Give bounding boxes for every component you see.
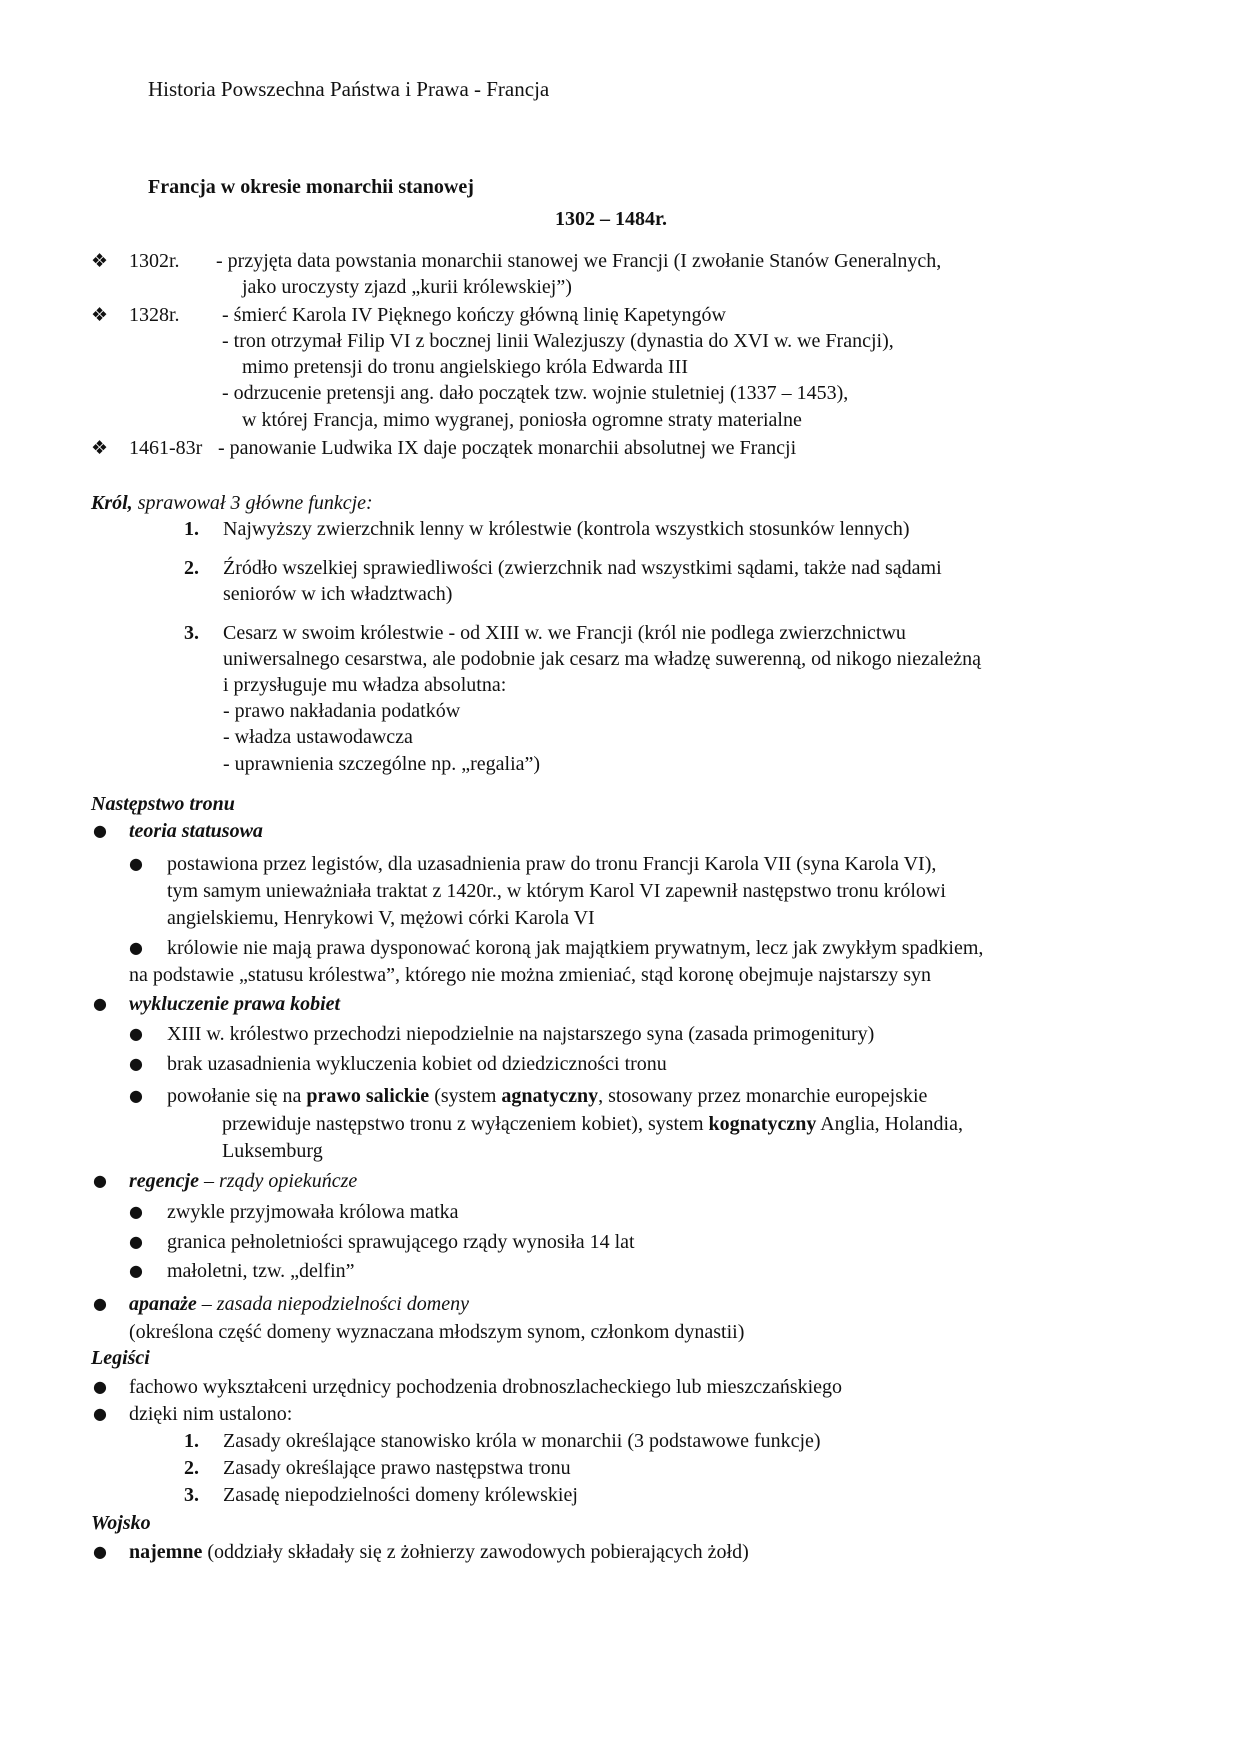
text-run: (oddziały składały się z żołnierzy zawodowych pobierających żołd) xyxy=(202,1541,749,1563)
list-item: królowie nie mają prawa dysponować koroną jak majątkiem prywatnym, lecz jak zwykłym spadkiem, xyxy=(167,937,984,959)
list-number: 2. xyxy=(184,1457,199,1479)
function-text: Cesarz w swoim królestwie - od XIII w. we Francji (król nie podlega zwierzchnictwu xyxy=(223,622,906,644)
list-item: na podstawie „statusu królestwa”, którego nie można zmieniać, stąd koronę obejmuje najstarszy syn xyxy=(129,964,931,986)
diamond-bullet-icon: ❖ xyxy=(91,250,109,272)
list-item: małoletni, tzw. „delfin” xyxy=(167,1260,355,1282)
bullet-icon: ● xyxy=(93,1377,107,1396)
bullet-icon: ● xyxy=(93,821,107,840)
event-text: - odrzucenie pretensji ang. dało początek tzw. wojnie stuletniej (1337 – 1453), xyxy=(222,382,849,404)
event-date: 1461-83r xyxy=(129,437,203,459)
event-text: jako uroczysty zjazd „kurii królewskiej”) xyxy=(242,276,572,298)
bold-term: kognatyczny xyxy=(708,1113,817,1135)
list-item: Luksemburg xyxy=(222,1140,323,1162)
subheading xyxy=(129,1291,469,1317)
text-run: Anglia, Holandia, xyxy=(816,1113,963,1135)
list-number: 3. xyxy=(184,1484,199,1506)
bullet-icon: ● xyxy=(129,1202,143,1221)
legisci-heading: Legiści xyxy=(91,1347,150,1369)
event-text: - przyjęta data powstania monarchii stanowej we Francji (I zwołanie Stanów Generalnych, xyxy=(216,250,942,272)
bullet-icon: ● xyxy=(93,1542,107,1561)
list-item: dzięki nim ustalono: xyxy=(129,1403,293,1425)
diamond-bullet-icon: ❖ xyxy=(91,304,109,326)
list-item: angielskiemu, Henrykowi V, mężowi córki Karola VI xyxy=(167,907,595,929)
bold-term: najemne xyxy=(129,1541,203,1563)
bullet-icon: ● xyxy=(129,1232,143,1251)
function-text: i przysługuje mu władza absolutna: xyxy=(223,674,507,696)
list-item: tym samym unieważniała traktat z 1420r., w którym Karol VI zapewnił następstwo tronu królowi xyxy=(167,880,946,902)
text-run: , stosowany przez monarchie europejskie xyxy=(598,1085,928,1107)
function-text: Najwyższy zwierzchnik lenny w królestwie (kontrola wszystkich stosunków lennych) xyxy=(223,518,910,540)
text-run: – rządy opiekuńcze xyxy=(198,1170,358,1192)
krol-heading-bold: Król, xyxy=(91,492,133,514)
text-run: przewiduje następstwo tronu z wyłączeniem kobiet), system xyxy=(222,1113,709,1135)
event-date: 1328r. xyxy=(129,304,180,326)
function-text: seniorów w ich władztwach) xyxy=(223,583,453,605)
list-item: fachowo wykształceni urzędnicy pochodzenia drobnoszlacheckiego lub mieszczańskiego xyxy=(129,1376,843,1398)
bullet-icon: ● xyxy=(93,1404,107,1423)
section-title: Francja w okresie monarchii stanowej xyxy=(148,176,474,198)
bold-term: prawo salickie xyxy=(306,1085,430,1107)
event-text: mimo pretensji do tronu angielskiego króla Edwarda III xyxy=(242,356,688,378)
bullet-icon: ● xyxy=(129,1086,143,1105)
list-item: Zasadę niepodzielności domeny królewskiej xyxy=(223,1484,578,1506)
list-item: postawiona przez legistów, dla uzasadnienia praw do tronu Francji Karola VII (syna Karola VI), xyxy=(167,853,937,875)
list-item: (określona część domeny wyznaczana młodszym synom, członkom dynastii) xyxy=(129,1321,745,1343)
bullet-icon: ● xyxy=(129,854,143,873)
event-text: - tron otrzymał Filip VI z bocznej linii Walezjuszy (dynastia do XVI w. we Francji), xyxy=(222,330,894,352)
function-text: - uprawnienia szczególne np. „regalia”) xyxy=(223,753,541,775)
wojsko-heading: Wojsko xyxy=(91,1512,151,1534)
bullet-icon: ● xyxy=(129,1024,143,1043)
list-item: Zasady określające stanowisko króla w monarchii (3 podstawowe funkcje) xyxy=(223,1430,821,1452)
function-text: - prawo nakładania podatków xyxy=(223,700,461,722)
document-header: Historia Powszechna Państwa i Prawa - Francja xyxy=(148,77,550,101)
list-number: 1. xyxy=(184,518,199,540)
text-run: – zasada niepodzielności domeny xyxy=(196,1293,469,1315)
bullet-icon: ● xyxy=(129,1261,143,1280)
bold-term: regencje xyxy=(129,1170,199,1192)
krol-heading-rest: sprawował 3 główne funkcje: xyxy=(132,492,373,514)
event-date: 1302r. xyxy=(129,250,180,272)
event-text: - śmierć Karola IV Pięknego kończy główną linię Kapetyngów xyxy=(222,304,726,326)
subheading: wykluczenie prawa kobiet xyxy=(129,993,341,1015)
diamond-bullet-icon: ❖ xyxy=(91,437,109,459)
list-item xyxy=(129,1539,749,1565)
event-text: - panowanie Ludwika IX daje początek monarchii absolutnej we Francji xyxy=(218,437,797,459)
list-number: 3. xyxy=(184,622,199,644)
nastepstwo-heading: Następstwo tronu xyxy=(91,793,235,815)
list-item: Zasady określające prawo następstwa tronu xyxy=(223,1457,571,1479)
list-item: XIII w. królestwo przechodzi niepodzielnie na najstarszego syna (zasada primogenitury) xyxy=(167,1023,875,1045)
bullet-icon: ● xyxy=(129,1054,143,1073)
subheading xyxy=(129,1168,357,1194)
event-text: w której Francja, mimo wygranej, poniosła ogromne straty materialne xyxy=(242,409,802,431)
bold-term: apanaże xyxy=(129,1293,197,1315)
function-text: - władza ustawodawcza xyxy=(223,726,413,748)
bold-term: agnatyczny xyxy=(501,1085,599,1107)
list-number: 2. xyxy=(184,557,199,579)
list-item: zwykle przyjmowała królowa matka xyxy=(167,1201,459,1223)
section-dates: 1302 – 1484r. xyxy=(555,208,668,230)
bullet-icon: ● xyxy=(93,1171,107,1190)
list-item: granica pełnoletniości sprawującego rządy wynosiła 14 lat xyxy=(167,1231,635,1253)
bullet-icon: ● xyxy=(93,994,107,1013)
function-text: uniwersalnego cesarstwa, ale podobnie jak cesarz ma władzę suwerenną, od nikogo niezależną xyxy=(223,648,982,670)
list-item: brak uzasadnienia wykluczenia kobiet od dziedziczności tronu xyxy=(167,1053,667,1075)
text-run: (system xyxy=(429,1085,502,1107)
list-number: 1. xyxy=(184,1430,199,1452)
list-item xyxy=(167,1083,927,1109)
subheading: teoria statusowa xyxy=(129,820,263,842)
list-item xyxy=(222,1111,963,1137)
bullet-icon: ● xyxy=(93,1294,107,1313)
bullet-icon: ● xyxy=(129,938,143,957)
text-run: powołanie się na xyxy=(167,1085,307,1107)
function-text: Źródło wszelkiej sprawiedliwości (zwierzchnik nad wszystkimi sądami, także nad sądami xyxy=(223,557,942,579)
krol-heading xyxy=(91,490,373,516)
